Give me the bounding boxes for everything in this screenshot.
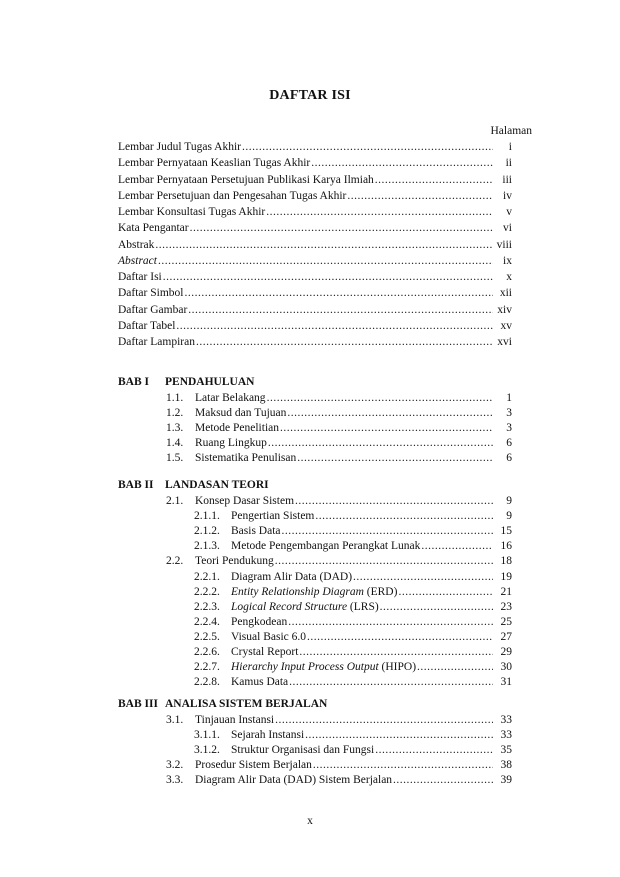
item-page-number: xvi: [497, 336, 512, 348]
leader-dots: [155, 238, 493, 252]
item-number: 2.2.4.: [194, 615, 220, 628]
leader-dots: [347, 189, 493, 203]
item-page-number: 27: [500, 630, 512, 643]
item-label: Metode Pengembangan Perangkat Lunak: [231, 540, 421, 553]
item-page-number: 9: [506, 495, 512, 507]
item-label: Pengkodean: [231, 615, 288, 628]
leader-dots: [280, 421, 493, 435]
leader-dots: [305, 728, 493, 742]
item-label: Daftar Gambar: [118, 303, 188, 316]
item-label: Ruang Lingkup: [195, 437, 267, 450]
item-label: Lembar Konsultasi Tugas Akhir: [118, 206, 266, 218]
item-page-number: 23: [500, 600, 512, 613]
item-page-number: 30: [500, 661, 512, 674]
list-item: [118, 156, 512, 170]
list-item: [166, 451, 512, 465]
item-label: Latar Belakang: [195, 392, 266, 404]
leader-dots: [315, 509, 493, 523]
item-label: Kamus Data: [231, 676, 289, 689]
list-item: [166, 494, 512, 508]
list-item: [166, 554, 512, 568]
item-label: Logical Record Structure (LRS): [231, 600, 379, 613]
item-number: 2.2.6.: [194, 646, 220, 658]
item-number: 2.2.8.: [194, 676, 220, 689]
item-page-number: 18: [500, 555, 512, 568]
list-item: [118, 189, 512, 203]
leader-dots: [196, 335, 493, 349]
item-number: 2.1.2.: [194, 525, 220, 538]
list-item: [118, 335, 512, 349]
item-label: Daftar Isi: [118, 271, 162, 283]
item-page-number: ii: [505, 157, 512, 170]
item-page-number: 6: [506, 437, 512, 450]
list-item: [194, 645, 512, 659]
item-page-number: 38: [500, 759, 512, 772]
item-page-number: 31: [500, 676, 512, 689]
item-label: Pengertian Sistem: [231, 510, 315, 523]
leader-dots: [299, 645, 493, 659]
leader-dots: [275, 713, 493, 727]
item-number: 1.1.: [166, 392, 184, 404]
leader-dots: [375, 743, 493, 757]
leader-dots: [421, 539, 493, 553]
leader-dots: [380, 600, 493, 614]
item-label: Daftar Simbol: [118, 287, 184, 300]
list-item: [118, 238, 512, 252]
list-item: [166, 421, 512, 435]
list-item: [194, 524, 512, 538]
list-item: [166, 758, 512, 772]
item-label: Sejarah Instansi: [231, 729, 305, 742]
item-page-number: 19: [500, 570, 512, 583]
list-item: [194, 509, 512, 523]
list-item: [166, 436, 512, 450]
item-page-number: xii: [499, 287, 512, 300]
leader-dots: [282, 524, 493, 538]
item-page-number: v: [506, 206, 512, 218]
list-item: [118, 205, 512, 219]
halaman-header: Halaman: [490, 125, 532, 137]
list-item: [194, 570, 512, 584]
item-label: Lembar Persetujuan dan Pengesahan Tugas Akhir: [118, 189, 347, 202]
item-number: 2.1.1.: [194, 510, 220, 523]
item-label: Prosedur Sistem Berjalan: [195, 759, 312, 772]
leader-dots: [353, 570, 493, 584]
item-page-number: viii: [496, 238, 512, 251]
list-item: [194, 539, 512, 553]
list-item: [194, 660, 512, 674]
item-label: Abstract: [118, 254, 157, 267]
item-label: Entity Relationship Diagram (ERD): [231, 585, 398, 598]
item-label: Maksud dan Tujuan: [195, 407, 287, 420]
item-label: Sistematika Penulisan: [195, 452, 297, 465]
leader-dots: [287, 406, 493, 420]
item-number: 3.3.: [166, 774, 184, 787]
item-number: 1.3.: [166, 422, 184, 435]
item-number: 1.4.: [166, 437, 184, 450]
item-label: Teori Pendukung: [195, 555, 274, 568]
item-label: Lembar Pernyataan Keaslian Tugas Akhir: [118, 157, 311, 170]
list-item: [194, 728, 512, 742]
leader-dots: [417, 660, 493, 674]
leader-dots: [267, 391, 493, 405]
footer-page-number: x: [307, 815, 313, 827]
leader-dots: [268, 436, 493, 450]
item-label: Metode Penelitian: [195, 422, 279, 435]
item-page-number: 15: [500, 525, 512, 538]
item-label: Diagram Alir Data (DAD): [231, 570, 353, 583]
leader-dots: [289, 675, 493, 689]
item-page-number: 35: [500, 744, 512, 757]
item-label: Hierarchy Input Process Output (HIPO): [231, 661, 417, 674]
item-label: Daftar Lampiran: [118, 336, 195, 348]
item-number: 2.2.: [166, 555, 184, 568]
leader-dots: [266, 205, 493, 219]
leader-dots: [184, 286, 493, 300]
list-item: [194, 675, 512, 689]
item-label: Kata Pengantar: [118, 222, 189, 235]
list-item: [118, 286, 512, 300]
item-number: 3.1.: [166, 714, 184, 726]
leader-dots: [295, 494, 493, 508]
list-item: [118, 319, 512, 333]
list-item: [166, 773, 512, 787]
chapter-heading: BAB I PENDAHULUAN: [118, 376, 255, 388]
item-page-number: vi: [503, 222, 512, 235]
item-page-number: x: [506, 271, 512, 283]
item-label: Lembar Pernyataan Persetujuan Publikasi Karya Ilmiah: [118, 173, 374, 186]
list-item: [118, 270, 512, 284]
list-item: [166, 391, 512, 405]
item-label: Tinjauan Instansi: [195, 714, 275, 726]
item-page-number: 3: [506, 407, 512, 420]
item-page-number: iv: [503, 189, 512, 202]
list-item: [118, 173, 512, 187]
item-page-number: 9: [506, 510, 512, 523]
leader-dots: [393, 773, 493, 787]
item-label: Konsep Dasar Sistem: [195, 495, 295, 507]
list-item: [194, 743, 512, 757]
leader-dots: [176, 319, 493, 333]
item-number: 2.1.: [166, 495, 184, 507]
leader-dots: [307, 630, 493, 644]
item-number: 2.2.7.: [194, 661, 220, 674]
item-number: 3.1.2.: [194, 744, 220, 757]
item-number: 2.2.3.: [194, 600, 220, 613]
leader-dots: [313, 758, 493, 772]
chapter-heading: BAB III ANALISA SISTEM BERJALAN: [118, 698, 328, 710]
page-title: DAFTAR ISI: [269, 88, 351, 103]
leader-dots: [297, 451, 493, 465]
item-page-number: 29: [500, 646, 512, 658]
item-number: 3.2.: [166, 759, 184, 772]
list-item: [118, 303, 512, 317]
leader-dots: [242, 140, 493, 154]
item-page-number: iii: [502, 173, 512, 186]
item-number: 3.1.1.: [194, 729, 220, 742]
item-label: Visual Basic 6.0: [231, 630, 307, 643]
item-page-number: 33: [500, 714, 512, 726]
item-page-number: 25: [500, 615, 512, 628]
item-page-number: 33: [500, 729, 512, 742]
leader-dots: [398, 585, 493, 599]
item-number: 1.5.: [166, 452, 184, 465]
chapter-heading: BAB II LANDASAN TEORI: [118, 479, 269, 491]
leader-dots: [288, 615, 493, 629]
item-number: 2.1.3.: [194, 540, 220, 553]
list-item: [166, 406, 512, 420]
list-item: [194, 585, 512, 599]
item-page-number: ix: [503, 254, 512, 267]
list-item: [194, 600, 512, 614]
list-item: [194, 630, 512, 644]
item-page-number: 16: [500, 540, 512, 553]
item-number: 2.2.5.: [194, 630, 220, 643]
item-label: Daftar Tabel: [118, 319, 176, 332]
item-page-number: 39: [500, 774, 512, 787]
leader-dots: [375, 173, 493, 187]
item-page-number: xiv: [497, 303, 512, 316]
item-label: Diagram Alir Data (DAD) Sistem Berjalan: [195, 774, 393, 787]
item-page-number: xv: [500, 319, 512, 332]
leader-dots: [188, 303, 493, 317]
item-number: 2.2.1.: [194, 570, 220, 583]
leader-dots: [163, 270, 493, 284]
list-item: [118, 140, 512, 154]
leader-dots: [158, 254, 493, 268]
item-label: Struktur Organisasi dan Fungsi: [231, 744, 375, 757]
leader-dots: [190, 221, 493, 235]
leader-dots: [275, 554, 493, 568]
item-number: 2.2.2.: [194, 585, 220, 598]
item-label: Crystal Report: [231, 646, 299, 658]
list-item: [194, 615, 512, 629]
list-item: [118, 254, 512, 268]
item-page-number: 6: [506, 452, 512, 465]
item-label: Basis Data: [231, 525, 281, 538]
item-page-number: 3: [506, 422, 512, 435]
leader-dots: [311, 156, 493, 170]
item-page-number: i: [508, 141, 512, 153]
list-item: [166, 713, 512, 727]
item-label: Lembar Judul Tugas Akhir: [118, 141, 241, 153]
item-page-number: 1: [506, 392, 512, 404]
item-label: Abstrak: [118, 238, 155, 251]
list-item: [118, 221, 512, 235]
item-page-number: 21: [500, 585, 512, 598]
item-number: 1.2.: [166, 407, 184, 420]
